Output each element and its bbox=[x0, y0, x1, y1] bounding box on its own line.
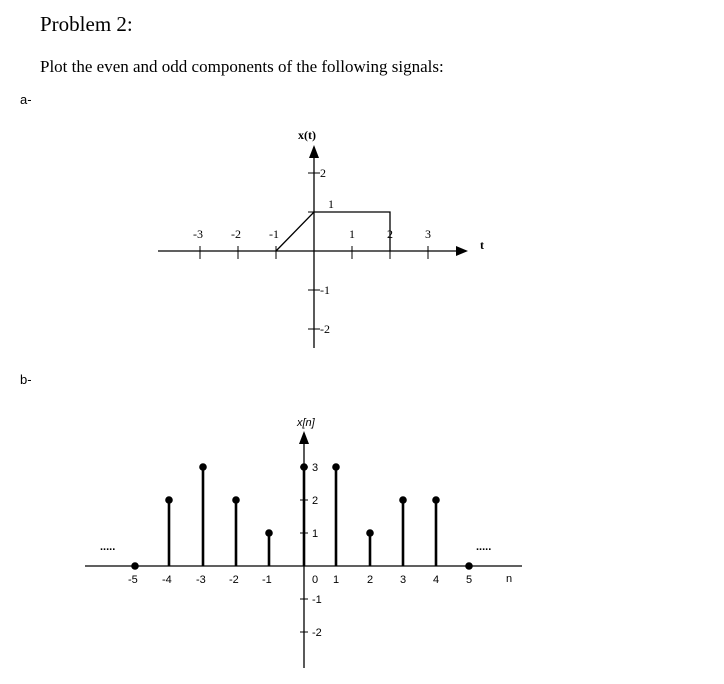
t-axis-label: t bbox=[480, 238, 484, 252]
problem-instruction: Plot the even and odd components of the following signals: bbox=[40, 57, 444, 76]
n-tick-label: 0 bbox=[312, 574, 319, 586]
xn-tick-label: 1 bbox=[312, 528, 319, 540]
continuation-dots-right: ..... bbox=[476, 541, 492, 553]
t-axis-arrow-icon bbox=[456, 246, 468, 256]
x-tick-label: 3 bbox=[425, 227, 431, 241]
stem-dot bbox=[265, 529, 273, 537]
y-tick-label: -2 bbox=[320, 322, 330, 336]
n-tick-label: 3 bbox=[400, 574, 407, 586]
n-tick-label: 1 bbox=[333, 574, 340, 586]
problem-title: Problem 2: bbox=[40, 12, 133, 36]
n-axis-label: n bbox=[506, 573, 513, 585]
stem-dot bbox=[366, 529, 374, 537]
signal-xt-curve bbox=[276, 212, 390, 251]
stem-dot bbox=[465, 562, 473, 570]
xn-tick-label: 2 bbox=[312, 495, 319, 507]
continuation-dots-left: ..... bbox=[100, 541, 116, 553]
xn-axis-arrow-icon bbox=[299, 431, 309, 444]
x-tick-label: -2 bbox=[231, 227, 241, 241]
chart-discrete-signal bbox=[85, 417, 522, 668]
xn-tick-label: -2 bbox=[312, 627, 322, 639]
xn-tick-label: -1 bbox=[312, 594, 322, 606]
y-tick-label: 2 bbox=[320, 166, 326, 180]
stem-dot bbox=[232, 496, 240, 504]
y-tick-label: -1 bbox=[320, 283, 330, 297]
n-tick-label: -5 bbox=[128, 574, 138, 586]
x-tick-label: -3 bbox=[193, 227, 203, 241]
x-tick-label: 2 bbox=[387, 227, 393, 241]
n-tick-label: 5 bbox=[466, 574, 473, 586]
part-b-label: b- bbox=[20, 372, 32, 387]
stem-dot bbox=[300, 463, 308, 471]
x-tick-label: 1 bbox=[349, 227, 355, 241]
xn-axis-title: x[n] bbox=[297, 417, 315, 429]
xn-tick-label: 3 bbox=[312, 462, 319, 474]
stem-dot bbox=[432, 496, 440, 504]
n-tick-label: -3 bbox=[196, 574, 206, 586]
stem-dot bbox=[399, 496, 407, 504]
chart-continuous-signal bbox=[158, 128, 484, 348]
n-tick-label: -4 bbox=[162, 574, 172, 586]
xt-axis-arrow-icon bbox=[309, 145, 319, 158]
x-tick-label: -1 bbox=[269, 227, 279, 241]
stem-dot bbox=[199, 463, 207, 471]
part-a-label: a- bbox=[20, 92, 32, 107]
stem-dot bbox=[165, 496, 173, 504]
stem-dot bbox=[332, 463, 340, 471]
n-tick-label: -2 bbox=[229, 574, 239, 586]
stem-dot bbox=[131, 562, 139, 570]
n-tick-label: -1 bbox=[262, 574, 272, 586]
y-tick-label: 1 bbox=[328, 197, 334, 211]
n-tick-label: 4 bbox=[433, 574, 440, 586]
xt-axis-title: x(t) bbox=[298, 128, 316, 142]
n-tick-label: 2 bbox=[367, 574, 374, 586]
